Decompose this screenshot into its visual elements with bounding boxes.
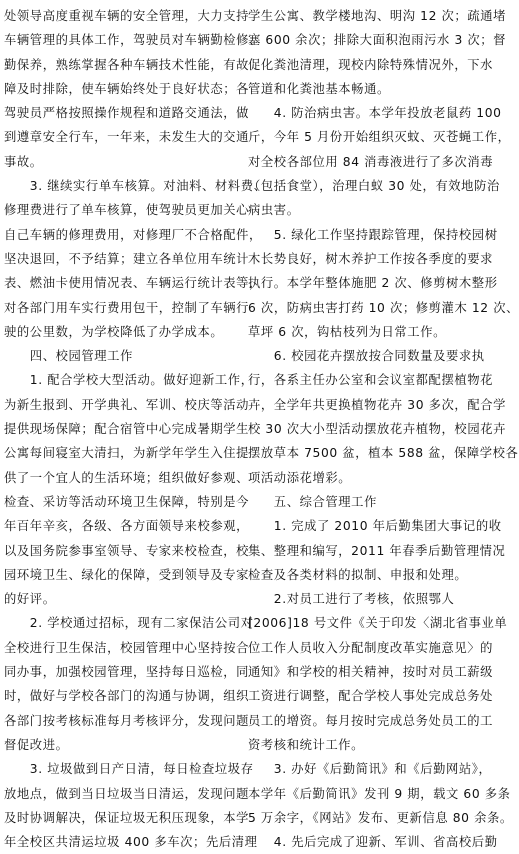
text-line: 四、校园管理工作 (4, 349, 133, 364)
text-line: 检查、采访等活动环境卫生保障，特别是今 (4, 494, 250, 509)
text-line: 4. 防治病虫害。本学年投放老鼠药 100 (248, 106, 502, 121)
text-line: 以及国务院参事室领导、专家来校检查，校 (4, 543, 250, 558)
text-line: 检查及各类材料的拟制、申报和处理。 (248, 567, 468, 582)
text-line: 病虫害。 (248, 203, 300, 218)
text-line: 3. 垃圾做到日产日清，每日检查垃圾存 (4, 762, 254, 777)
text-line: 全校进行卫生保洁，校园管理中心坚持按合 (4, 640, 250, 655)
text-line: 表、燃油卡使用情况表、车辆运行统计表等， (4, 276, 262, 291)
text-line: 塞 600 余次；排除大面积泡雨污水 3 次；督 (248, 33, 507, 48)
text-line: 草坪 6 次，钩枯枝列为日常工作。 (248, 324, 446, 339)
text-line: 执行。本学年整体施肥 2 次、修剪树木整形 (248, 276, 498, 291)
text-line: 5. 绿化工作坚持跟踪管理，保持校园树 (248, 227, 498, 242)
text-line: 集、整理和编写，2011 年春季后勤管理情况 (248, 543, 506, 558)
text-line: 2.对员工进行了考核，依照鄂人 (248, 592, 455, 607)
text-line: 4. 先后完成了迎新、军训、省高校后勤 (248, 835, 498, 850)
text-line: 自己车辆的修理费用，对修理厂不合格配件， (4, 227, 262, 242)
text-line: 工资进行调整，配合学校人事处完成总务处 (248, 689, 494, 704)
text-line: [2006]18 号文件《关于印发〈湖北省事业单 (248, 616, 508, 631)
text-line: 通知》和学校的相关精神，按时对员工薪级 (248, 665, 494, 680)
text-line: 坚决退回，不予结算；建立各单位用车统计 (4, 251, 250, 266)
text-line: 资考核和统计工作。 (248, 737, 365, 752)
text-line: 行，各系主任办公室和会议室都配摆植物花 (248, 373, 494, 388)
text-line: 斤，今年 5 月份开始组织灭蚊、灭苍蝇工作， (248, 130, 511, 145)
left-text-column (4, 4, 267, 854)
text-line: 时，做好与学校各部门的沟通与协调，组织 (4, 689, 250, 704)
text-line: 障及时排除，使车辆始终处于良好状态；各 (4, 81, 250, 96)
text-line: 处领导高度重视车辆的安全管理，大力支持 (4, 9, 250, 23)
text-line: 放地点，做到当日垃圾当日清运，发现问题 (4, 786, 250, 801)
text-line: 促化粪池清理，现校内除特殊情况外，下水 (248, 57, 494, 72)
text-line: 车辆管理的具体工作，驾驶员对车辆勤检修、 (4, 33, 262, 48)
text-line: 对全校各部位用 84 消毒液进行了多次消毒 (248, 154, 494, 169)
text-line: 3. 办好《后勤简讯》和《后勤网站》， (248, 762, 492, 777)
text-line: 公寓每间寝室大清扫，为新学年学生入住提 (4, 446, 250, 461)
text-line: 年全校区共清运垃圾 400 多车次；先后清理 (4, 835, 258, 850)
text-line: 项活动添花增彩。 (248, 470, 352, 485)
text-line: 6 次，防病虫害打药 10 次；修剪灌木 12 次、 (248, 300, 519, 315)
text-line: 1. 完成了 2010 年后勤集团大事记的收 (248, 519, 502, 534)
text-line: 五、综合管理工作 (248, 494, 377, 509)
text-line: 摆放草本 7500 盆，植本 588 盆，保障学校各 (248, 446, 519, 461)
text-line: 2. 学校通过招标，现有二家保洁公司对 (4, 616, 254, 631)
text-line: 勤保养，熟练掌握各种车辆技术性能，有故 (4, 57, 250, 72)
right-text-column (248, 4, 519, 854)
text-line: 木长势良好，树木养护工作按各季度的要求 (248, 251, 494, 266)
text-line: 驶的公里数，为学校降低了办学成本。 (4, 324, 224, 339)
text-line: 提供现场保障；配合宿管中心完成暑期学生 (4, 422, 250, 437)
text-line: 6. 校园花卉摆放按合同数量及要求执 (248, 349, 485, 364)
text-line: 卉，全学年共更换植物花卉 30 多次，配合学 (248, 397, 507, 412)
text-line: 同办事，加强校园管理，坚持每日巡检，同 (4, 665, 250, 680)
text-line: 5 万余字，《网站》发布、更新信息 80 余条。 (248, 810, 513, 825)
text-line: 的好评。 (4, 592, 56, 607)
text-line: 事故。 (4, 154, 43, 169)
text-line: 对各部门用车实行费用包干，控制了车辆行 (4, 300, 250, 315)
text-line: 员工的增资。每月按时完成总务处员工的工 (248, 713, 494, 728)
text-line: 学生公寓、教学楼地沟、明沟 12 次；疏通堵 (248, 9, 507, 23)
text-line: 为新生报到、开学典礼、军训、校庆等活动 (4, 397, 250, 412)
text-line: 位工作人员收入分配制度改革实施意见〉的 (248, 640, 494, 655)
text-line: 园环境卫生、绿化的保障，受到领导及专家 (4, 567, 250, 582)
text-line: 年百年辛亥，各级、各方面领导来校参观， (4, 519, 250, 534)
text-line: 管道和化粪池基本畅通。 (248, 81, 390, 96)
text-line: 1. 配合学校大型活动。做好迎新工作， (4, 373, 254, 388)
text-line: 修理费进行了单车核算，使驾驶员更加关心 (4, 203, 250, 218)
text-line: 3. 继续实行单车核算。对油料、材料费、 (4, 179, 267, 194)
text-line: 供了一个宜人的生活环境；组织做好参观、 (4, 470, 250, 485)
text-line: 各部门按考核标准每月考核评分，发现问题 (4, 713, 250, 728)
text-line: （包括食堂），治理白蚁 30 处，有效地防治 (248, 179, 500, 194)
text-line: 督促改进。 (4, 737, 69, 752)
text-line: 本学年《后勤简讯》发刊 9 期，载文 60 多条 (248, 786, 511, 801)
text-line: 到遵章安全行车，一年来，未发生大的交通 (4, 130, 250, 145)
text-line: 及时协调解决，保证垃圾无积压现象，本学 (4, 810, 250, 825)
text-line: 校 30 次大小型活动摆放花卉植物，校园花卉 (248, 422, 507, 437)
text-line: 驾驶员严格按照操作规程和道路交通法，做 (4, 106, 250, 121)
